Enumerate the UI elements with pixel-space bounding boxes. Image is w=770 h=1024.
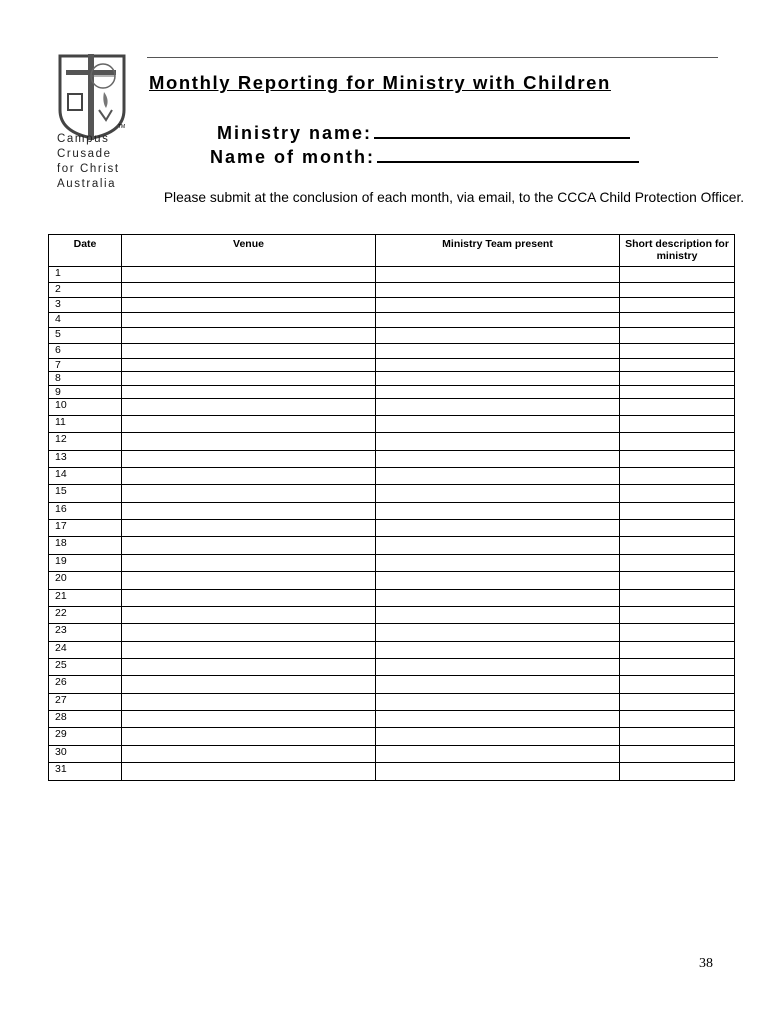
- venue-cell[interactable]: [122, 624, 376, 642]
- table-row: [49, 746, 735, 763]
- team-cell[interactable]: [376, 711, 620, 728]
- table-row: [49, 676, 735, 694]
- date-cell: 16: [49, 503, 122, 520]
- venue-cell[interactable]: [122, 728, 376, 746]
- description-cell[interactable]: [620, 433, 735, 451]
- team-cell[interactable]: [376, 328, 620, 344]
- date-cell: 9: [49, 386, 122, 399]
- table-row: [49, 763, 735, 781]
- description-cell[interactable]: [620, 746, 735, 763]
- venue-cell[interactable]: [122, 590, 376, 607]
- table-row: [49, 416, 735, 433]
- table-row: [49, 298, 735, 313]
- table-row: [49, 503, 735, 520]
- date-cell: 20: [49, 572, 122, 590]
- venue-cell[interactable]: [122, 298, 376, 313]
- description-cell[interactable]: [620, 624, 735, 642]
- description-cell[interactable]: [620, 694, 735, 711]
- date-cell: 8: [49, 372, 122, 386]
- date-cell: 17: [49, 520, 122, 537]
- date-cell: 23: [49, 624, 122, 642]
- date-cell: 4: [49, 313, 122, 328]
- team-cell[interactable]: [376, 267, 620, 283]
- month-name-label: Name of month:: [210, 147, 375, 167]
- venue-cell[interactable]: [122, 344, 376, 359]
- description-cell[interactable]: [620, 359, 735, 372]
- team-cell[interactable]: [376, 451, 620, 468]
- table-row: [49, 399, 735, 416]
- team-cell[interactable]: [376, 399, 620, 416]
- team-cell[interactable]: [376, 746, 620, 763]
- team-cell[interactable]: [376, 520, 620, 537]
- date-cell: 28: [49, 711, 122, 728]
- description-cell[interactable]: [620, 555, 735, 572]
- page-number: 38: [699, 956, 713, 971]
- description-cell[interactable]: [620, 607, 735, 624]
- venue-cell[interactable]: [122, 451, 376, 468]
- venue-cell[interactable]: [122, 372, 376, 386]
- description-cell[interactable]: [620, 468, 735, 485]
- team-cell[interactable]: [376, 283, 620, 298]
- table-row: [49, 537, 735, 555]
- venue-cell[interactable]: [122, 433, 376, 451]
- table-row: [49, 283, 735, 298]
- date-cell: 31: [49, 763, 122, 781]
- date-cell: 18: [49, 537, 122, 555]
- table-row: [49, 344, 735, 359]
- description-cell[interactable]: [620, 520, 735, 537]
- date-cell: 29: [49, 728, 122, 746]
- table-row: [49, 451, 735, 468]
- ministry-name-label: Ministry name:: [217, 123, 373, 143]
- description-cell[interactable]: [620, 572, 735, 590]
- venue-cell[interactable]: [122, 537, 376, 555]
- description-cell[interactable]: [620, 416, 735, 433]
- team-cell[interactable]: [376, 344, 620, 359]
- month-name-field[interactable]: [210, 145, 639, 168]
- team-cell[interactable]: [376, 659, 620, 676]
- description-cell[interactable]: [620, 328, 735, 344]
- date-cell: 11: [49, 416, 122, 433]
- team-cell[interactable]: [376, 468, 620, 485]
- team-cell[interactable]: [376, 555, 620, 572]
- team-cell[interactable]: [376, 485, 620, 503]
- team-cell[interactable]: [376, 676, 620, 694]
- venue-cell[interactable]: [122, 416, 376, 433]
- venue-cell[interactable]: [122, 328, 376, 344]
- table-row: [49, 313, 735, 328]
- table-row: [49, 485, 735, 503]
- table-header-row: [49, 235, 735, 267]
- venue-cell[interactable]: [122, 468, 376, 485]
- date-cell: 5: [49, 328, 122, 344]
- description-cell[interactable]: [620, 372, 735, 386]
- table-row: [49, 267, 735, 283]
- venue-cell[interactable]: [122, 267, 376, 283]
- date-cell: 30: [49, 746, 122, 763]
- description-cell[interactable]: [620, 659, 735, 676]
- date-cell: 7: [49, 359, 122, 372]
- header-venue: Venue: [122, 235, 376, 267]
- team-cell[interactable]: [376, 372, 620, 386]
- description-cell[interactable]: [620, 503, 735, 520]
- description-cell[interactable]: [620, 399, 735, 416]
- team-cell[interactable]: [376, 624, 620, 642]
- team-cell[interactable]: [376, 763, 620, 781]
- table-row: [49, 728, 735, 746]
- description-cell[interactable]: [620, 590, 735, 607]
- date-cell: 22: [49, 607, 122, 624]
- team-cell[interactable]: [376, 503, 620, 520]
- description-cell[interactable]: [620, 313, 735, 328]
- table-row: [49, 359, 735, 372]
- page-title: Monthly Reporting for Ministry with Children: [149, 72, 611, 93]
- table-row: [49, 433, 735, 451]
- date-cell: 12: [49, 433, 122, 451]
- monthly-report-table: [48, 234, 735, 781]
- logo-wordmark: [57, 132, 137, 192]
- date-cell: 6: [49, 344, 122, 359]
- venue-cell[interactable]: [122, 283, 376, 298]
- venue-cell[interactable]: [122, 399, 376, 416]
- venue-cell[interactable]: [122, 607, 376, 624]
- date-cell: 26: [49, 676, 122, 694]
- description-cell[interactable]: [620, 485, 735, 503]
- team-cell[interactable]: [376, 386, 620, 399]
- trademark-mark: TM: [118, 124, 126, 130]
- team-cell[interactable]: [376, 694, 620, 711]
- table-row: [49, 520, 735, 537]
- description-cell[interactable]: [620, 676, 735, 694]
- header-team: Ministry Team present: [376, 235, 620, 267]
- team-cell[interactable]: [376, 537, 620, 555]
- date-cell: 24: [49, 642, 122, 659]
- table-row: [49, 642, 735, 659]
- description-cell[interactable]: [620, 451, 735, 468]
- team-cell[interactable]: [376, 359, 620, 372]
- venue-cell[interactable]: [122, 572, 376, 590]
- header-rule: [147, 57, 718, 58]
- team-cell[interactable]: [376, 590, 620, 607]
- date-cell: 10: [49, 399, 122, 416]
- date-cell: 1: [49, 267, 122, 283]
- ministry-name-blank[interactable]: [374, 121, 630, 139]
- venue-cell[interactable]: [122, 520, 376, 537]
- description-cell[interactable]: [620, 298, 735, 313]
- team-cell[interactable]: [376, 607, 620, 624]
- table-row: [49, 572, 735, 590]
- team-cell[interactable]: [376, 416, 620, 433]
- table-row: [49, 607, 735, 624]
- table-row: [49, 659, 735, 676]
- team-cell[interactable]: [376, 572, 620, 590]
- date-cell: 14: [49, 468, 122, 485]
- header-description: Short description for ministry: [620, 235, 735, 267]
- team-cell[interactable]: [376, 728, 620, 746]
- description-cell[interactable]: [620, 642, 735, 659]
- venue-cell[interactable]: [122, 763, 376, 781]
- team-cell[interactable]: [376, 642, 620, 659]
- description-cell[interactable]: [620, 728, 735, 746]
- month-name-blank[interactable]: [377, 145, 639, 163]
- table-row: [49, 711, 735, 728]
- date-cell: 2: [49, 283, 122, 298]
- date-cell: 19: [49, 555, 122, 572]
- date-cell: 15: [49, 485, 122, 503]
- submission-instruction: Please submit at the conclusion of each month, via email, to the CCCA Child Protection Officer.: [163, 190, 745, 205]
- logo-line-for-christ: for Christ: [57, 163, 120, 175]
- table-row: [49, 694, 735, 711]
- venue-cell[interactable]: [122, 694, 376, 711]
- header-date: Date: [49, 235, 122, 267]
- venue-cell[interactable]: [122, 711, 376, 728]
- description-cell[interactable]: [620, 763, 735, 781]
- venue-cell[interactable]: [122, 313, 376, 328]
- team-cell[interactable]: [376, 433, 620, 451]
- date-cell: 3: [49, 298, 122, 313]
- table-row: [49, 590, 735, 607]
- venue-cell[interactable]: [122, 659, 376, 676]
- table-row: [49, 624, 735, 642]
- table-row: [49, 328, 735, 344]
- venue-cell[interactable]: [122, 642, 376, 659]
- description-cell[interactable]: [620, 711, 735, 728]
- table-row: [49, 372, 735, 386]
- logo-line-australia: Australia: [57, 178, 117, 190]
- date-cell: 25: [49, 659, 122, 676]
- description-cell[interactable]: [620, 386, 735, 399]
- date-cell: 27: [49, 694, 122, 711]
- venue-cell[interactable]: [122, 503, 376, 520]
- table-body: [49, 267, 735, 781]
- venue-cell[interactable]: [122, 676, 376, 694]
- description-cell[interactable]: [620, 344, 735, 359]
- description-cell[interactable]: [620, 283, 735, 298]
- team-cell[interactable]: [376, 298, 620, 313]
- table-row: [49, 468, 735, 485]
- date-cell: 21: [49, 590, 122, 607]
- venue-cell[interactable]: [122, 359, 376, 372]
- logo-line-campus: Campus: [57, 133, 110, 145]
- table-row: [49, 386, 735, 399]
- venue-cell[interactable]: [122, 386, 376, 399]
- date-cell: 13: [49, 451, 122, 468]
- description-cell[interactable]: [620, 537, 735, 555]
- table-row: [49, 555, 735, 572]
- team-cell[interactable]: [376, 313, 620, 328]
- venue-cell[interactable]: [122, 746, 376, 763]
- venue-cell[interactable]: [122, 555, 376, 572]
- ministry-name-field[interactable]: [217, 121, 630, 144]
- venue-cell[interactable]: [122, 485, 376, 503]
- description-cell[interactable]: [620, 267, 735, 283]
- logo-line-crusade: Crusade: [57, 148, 112, 160]
